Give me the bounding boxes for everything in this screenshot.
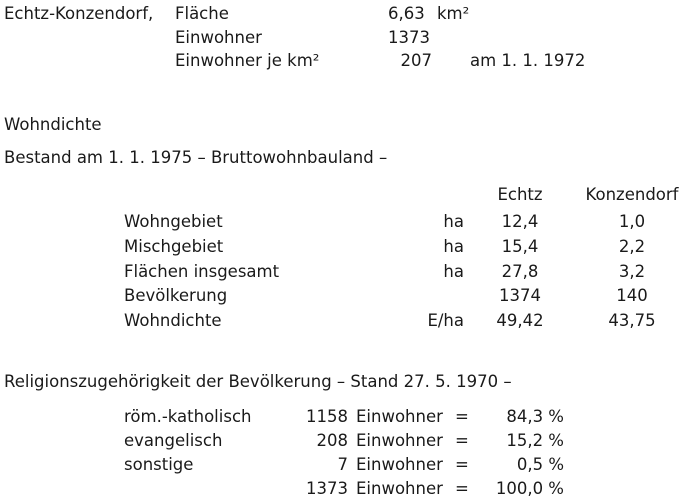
religion-count: 7 [337,455,348,474]
density-label: Einwohner je km² [175,51,320,70]
area-unit: km² [437,4,470,23]
equals-sign: = [455,455,469,474]
row-echtz-value: 49,42 [496,311,544,330]
population-value: 1373 [388,28,430,47]
row-unit: ha [443,237,464,256]
row-echtz-value: 12,4 [501,212,539,231]
row-konzendorf-value: 1,0 [618,212,646,231]
equals-sign: = [455,407,469,426]
row-konzendorf-value: 140 [616,286,648,305]
row-unit: E/ha [427,311,464,330]
religion-percent: 15,2 % [506,431,564,450]
row-label: Mischgebiet [124,237,224,256]
religion-label: röm.-katholisch [124,407,252,426]
religion-label: sonstige [124,455,194,474]
row-konzendorf-value: 3,2 [618,262,646,281]
column-header-konzendorf: Konzendorf [585,185,679,204]
place-name: Echtz-Konzendorf, [4,4,154,23]
density-heading: Wohndichte [4,115,102,134]
religion-total-count: 1373 [306,479,348,498]
religion-label: evangelisch [124,431,223,450]
row-label: Bevölkerung [124,286,228,305]
religion-unit-word: Einwohner [356,479,443,498]
religion-count: 1158 [306,407,348,426]
row-echtz-value: 1374 [499,286,541,305]
row-echtz-value: 27,8 [501,262,539,281]
row-label: Flächen insgesamt [124,262,280,281]
religion-heading: Religionszugehörigkeit der Bevölkerung – Stand 27. 5. 1970 – [4,372,512,391]
area-label: Fläche [175,4,229,23]
density-date-note: am 1. 1. 1972 [470,51,586,70]
religion-percent: 84,3 % [506,407,564,426]
row-unit: ha [443,262,464,281]
row-label: Wohndichte [124,311,222,330]
religion-count: 208 [316,431,348,450]
density-value: 207 [400,51,432,70]
religion-unit-word: Einwohner [356,455,443,474]
equals-sign: = [455,479,469,498]
equals-sign: = [455,431,469,450]
column-header-echtz: Echtz [497,185,543,204]
row-unit: ha [443,212,464,231]
religion-unit-word: Einwohner [356,407,443,426]
population-label: Einwohner [175,28,262,47]
area-value: 6,63 [388,4,425,23]
religion-percent: 0,5 % [516,455,564,474]
row-konzendorf-value: 2,2 [618,237,646,256]
row-echtz-value: 15,4 [501,237,539,256]
density-subheading: Bestand am 1. 1. 1975 – Bruttowohnbauland – [4,148,388,167]
religion-unit-word: Einwohner [356,431,443,450]
religion-total-percent: 100,0 % [495,479,564,498]
row-konzendorf-value: 43,75 [608,311,656,330]
row-label: Wohngebiet [124,212,223,231]
